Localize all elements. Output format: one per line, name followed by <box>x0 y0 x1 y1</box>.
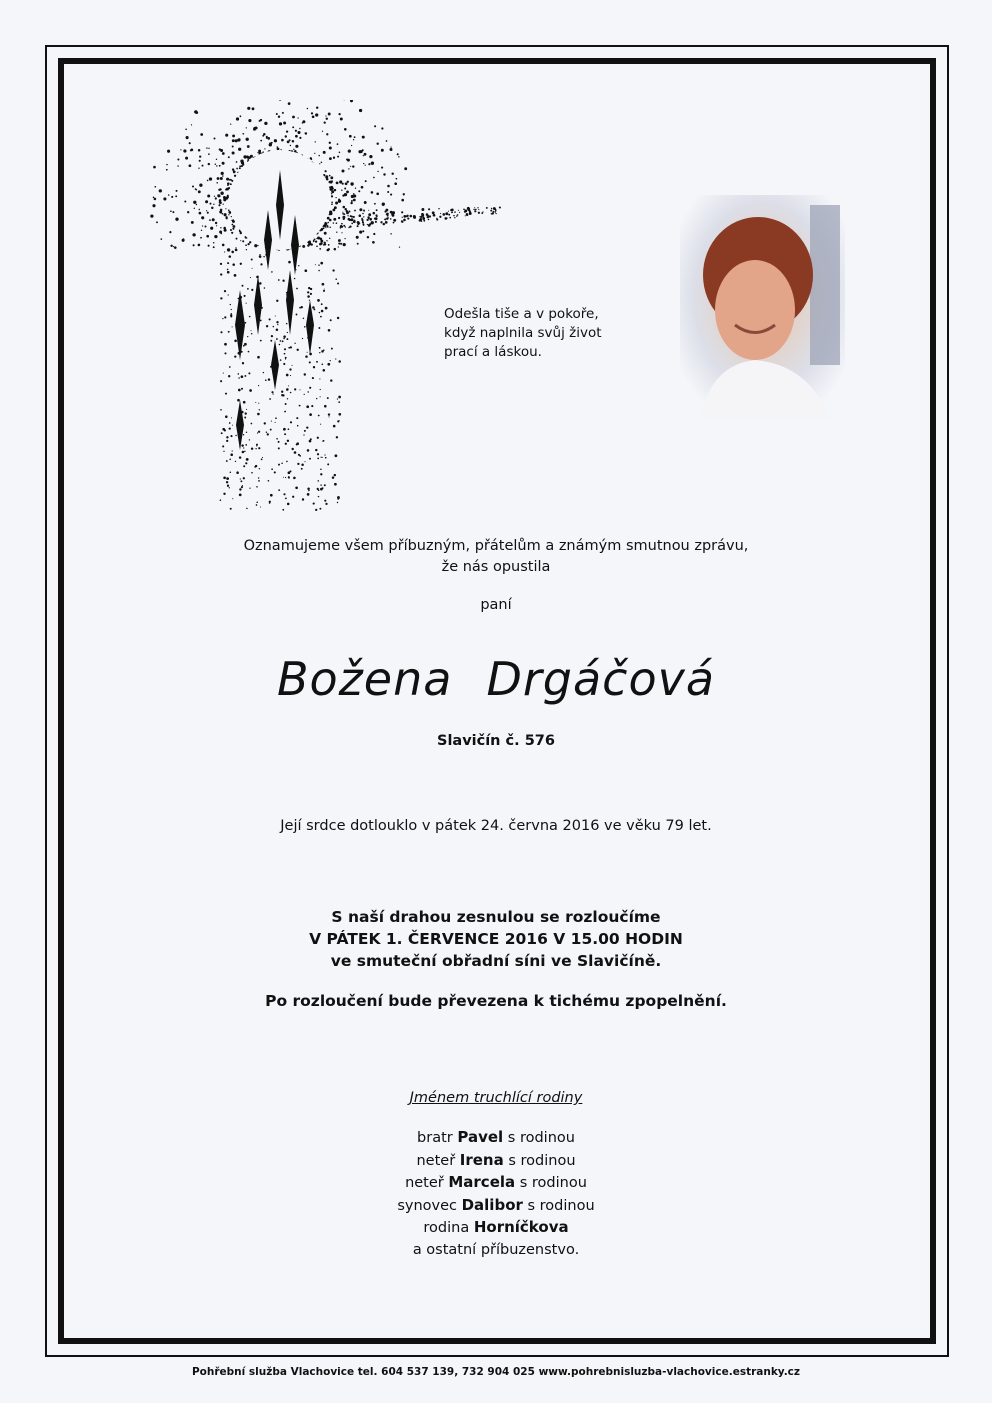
title: paní <box>480 597 512 613</box>
motto-line: Odešla tiše a v pokoře, <box>444 306 599 322</box>
announcement <box>0 536 992 578</box>
motto <box>444 305 602 362</box>
family-list <box>0 1127 992 1261</box>
motto-line: prací a láskou. <box>444 344 542 360</box>
announcement-line: Oznamujeme všem příbuzným, přátelům a známým smutnou zprávu, <box>243 538 749 554</box>
portrait-photo <box>680 195 845 420</box>
family-member: neteř Irena s rodinou <box>416 1150 576 1169</box>
funeral-info <box>0 906 992 972</box>
address: Slavičín č. 576 <box>437 733 555 749</box>
last-name: Drgáčová <box>486 652 716 706</box>
first-name: Božena <box>276 652 453 706</box>
family-heading: Jménem truchlící rodiny <box>409 1090 583 1106</box>
family-member: rodina Horníčkova <box>423 1218 569 1236</box>
motto-line: když naplnila svůj život <box>444 325 602 341</box>
cremation-note: Po rozloučení bude převezena k tichému zpopelnění. <box>265 992 727 1010</box>
deceased-name <box>0 652 992 706</box>
family-closing: a ostatní příbuzenstvo. <box>412 1241 580 1258</box>
death-notice: Její srdce dotlouklo v pátek 24. června 2016 ve věku 79 let. <box>280 818 712 834</box>
family-member: bratr Pavel s rodinou <box>417 1128 575 1146</box>
funeral-line: ve smuteční obřadní síni ve Slavičíně. <box>330 952 662 970</box>
family-member: synovec Dalibor s rodinou <box>397 1195 595 1214</box>
footer: Pohřební služba Vlachovice tel. 604 537 139, 732 904 025 www.pohrebnisluzba-vlachovice.estranky.cz <box>191 1366 801 1378</box>
family-member: neteř Marcela s rodinou <box>405 1173 587 1191</box>
funeral-line: S naší drahou zesnulou se rozloučíme <box>331 908 661 926</box>
announcement-line: že nás opustila <box>441 559 551 575</box>
funeral-line: V PÁTEK 1. ČERVENCE 2016 V 15.00 HODIN <box>309 930 683 948</box>
